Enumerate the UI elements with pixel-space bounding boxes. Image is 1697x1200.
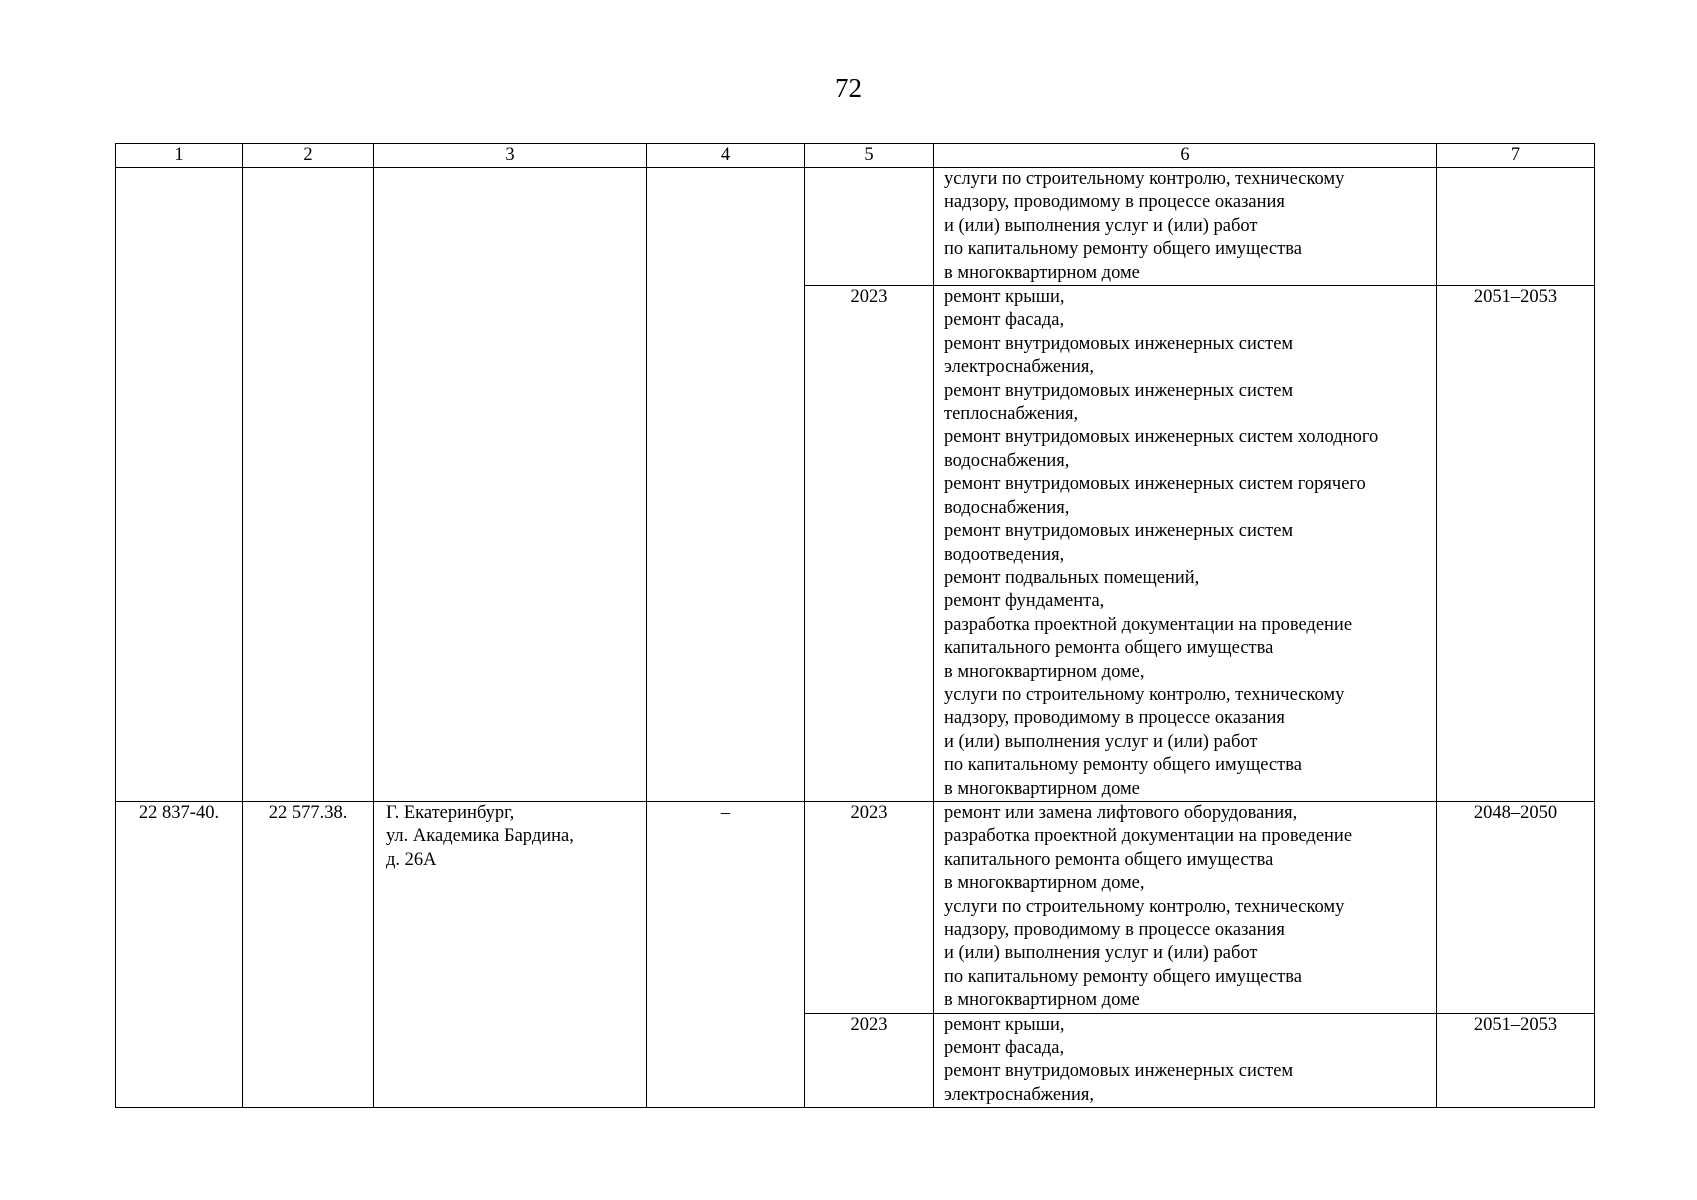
period-cell: 2051–2053 bbox=[1437, 286, 1595, 802]
year-cell: 2023 bbox=[805, 286, 934, 802]
work-item: в многоквартирном доме bbox=[944, 262, 1140, 283]
work-item: ремонт подвальных помещений, bbox=[944, 567, 1200, 588]
address-line: Г. Екатеринбург, bbox=[386, 802, 515, 823]
capital-repair-table bbox=[115, 143, 1595, 1108]
continuation-col-2 bbox=[243, 168, 374, 802]
works-cell bbox=[934, 801, 1437, 1013]
work-item: услуги по строительному контролю, техническому bbox=[944, 684, 1345, 705]
col-4-cell: – bbox=[647, 801, 805, 1107]
works-cell bbox=[934, 168, 1437, 286]
header-col-2: 2 bbox=[243, 144, 374, 168]
work-item: ремонт фасада, bbox=[944, 310, 1065, 331]
work-item: ремонт внутридомовых инженерных систем холодного bbox=[944, 427, 1379, 448]
work-item: капитального ремонта общего имущества bbox=[944, 849, 1274, 870]
work-item: в многоквартирном доме bbox=[944, 990, 1140, 1011]
address-cell bbox=[374, 801, 647, 1107]
address-line: ул. Академика Бардина, bbox=[386, 826, 574, 847]
work-item: ремонт внутридомовых инженерных систем bbox=[944, 380, 1294, 401]
work-item: и (или) выполнения услуг и (или) работ bbox=[944, 215, 1258, 236]
header-col-3: 3 bbox=[374, 144, 647, 168]
works-cell bbox=[934, 286, 1437, 802]
work-item: ремонт фасада, bbox=[944, 1038, 1065, 1059]
header-col-1: 1 bbox=[116, 144, 243, 168]
work-item: надзору, проводимому в процессе оказания bbox=[944, 920, 1285, 940]
record-code-cell: 22 577.38. bbox=[243, 801, 374, 1107]
header-col-7: 7 bbox=[1437, 144, 1595, 168]
works-cell bbox=[934, 1013, 1437, 1108]
work-item: в многоквартирном доме, bbox=[944, 873, 1145, 894]
period-cell bbox=[1437, 168, 1595, 286]
work-item: электроснабжения, bbox=[944, 1084, 1095, 1105]
work-item: услуги по строительному контролю, техническому bbox=[944, 896, 1345, 917]
work-item: водоснабжения, bbox=[944, 497, 1070, 518]
address-line: д. 26А bbox=[386, 849, 437, 870]
continuation-col-3 bbox=[374, 168, 647, 802]
work-item: ремонт или замена лифтового оборудования, bbox=[944, 802, 1298, 823]
work-item: услуги по строительному контролю, техническому bbox=[944, 169, 1345, 189]
work-item: ремонт внутридомовых инженерных систем bbox=[944, 521, 1294, 542]
header-col-6: 6 bbox=[934, 144, 1437, 168]
work-item: электроснабжения, bbox=[944, 357, 1095, 378]
year-cell: 2023 bbox=[805, 801, 934, 1013]
work-item: надзору, проводимому в процессе оказания bbox=[944, 192, 1285, 213]
work-item: ремонт крыши, bbox=[944, 287, 1065, 308]
work-item: и (или) выполнения услуг и (или) работ bbox=[944, 731, 1258, 752]
work-item: теплоснабжения, bbox=[944, 404, 1079, 425]
table-header-row bbox=[116, 144, 1595, 168]
period-cell: 2048–2050 bbox=[1437, 801, 1595, 1013]
work-item: ремонт крыши, bbox=[944, 1014, 1065, 1035]
work-item: водоотведения, bbox=[944, 544, 1065, 565]
work-item: ремонт внутридомовых инженерных систем bbox=[944, 333, 1294, 354]
work-item: разработка проектной документации на проведение bbox=[944, 614, 1353, 635]
work-item: в многоквартирном доме bbox=[944, 778, 1140, 799]
year-cell bbox=[805, 168, 934, 286]
table-row bbox=[116, 801, 1595, 1013]
work-item: по капитальному ремонту общего имущества bbox=[944, 755, 1302, 776]
table-row bbox=[116, 168, 1595, 286]
period-cell: 2051–2053 bbox=[1437, 1013, 1595, 1108]
year-cell: 2023 bbox=[805, 1013, 934, 1108]
work-item: надзору, проводимому в процессе оказания bbox=[944, 708, 1285, 729]
work-item: капитального ремонта общего имущества bbox=[944, 638, 1274, 659]
page-number: 72 bbox=[835, 73, 862, 103]
record-number-cell: 22 837-40. bbox=[116, 801, 243, 1107]
work-item: разработка проектной документации на проведение bbox=[944, 826, 1353, 847]
continuation-col-1 bbox=[116, 168, 243, 802]
header-col-4: 4 bbox=[647, 144, 805, 168]
work-item: ремонт внутридомовых инженерных систем bbox=[944, 1061, 1294, 1082]
work-item: по капитальному ремонту общего имущества bbox=[944, 239, 1302, 260]
header-col-5: 5 bbox=[805, 144, 934, 168]
work-item: ремонт внутридомовых инженерных систем горячего bbox=[944, 474, 1366, 495]
work-item: водоснабжения, bbox=[944, 450, 1070, 471]
work-item: по капитальному ремонту общего имущества bbox=[944, 966, 1302, 987]
continuation-col-4 bbox=[647, 168, 805, 802]
work-item: ремонт фундамента, bbox=[944, 591, 1105, 612]
work-item: в многоквартирном доме, bbox=[944, 661, 1145, 682]
work-item: и (или) выполнения услуг и (или) работ bbox=[944, 943, 1258, 964]
